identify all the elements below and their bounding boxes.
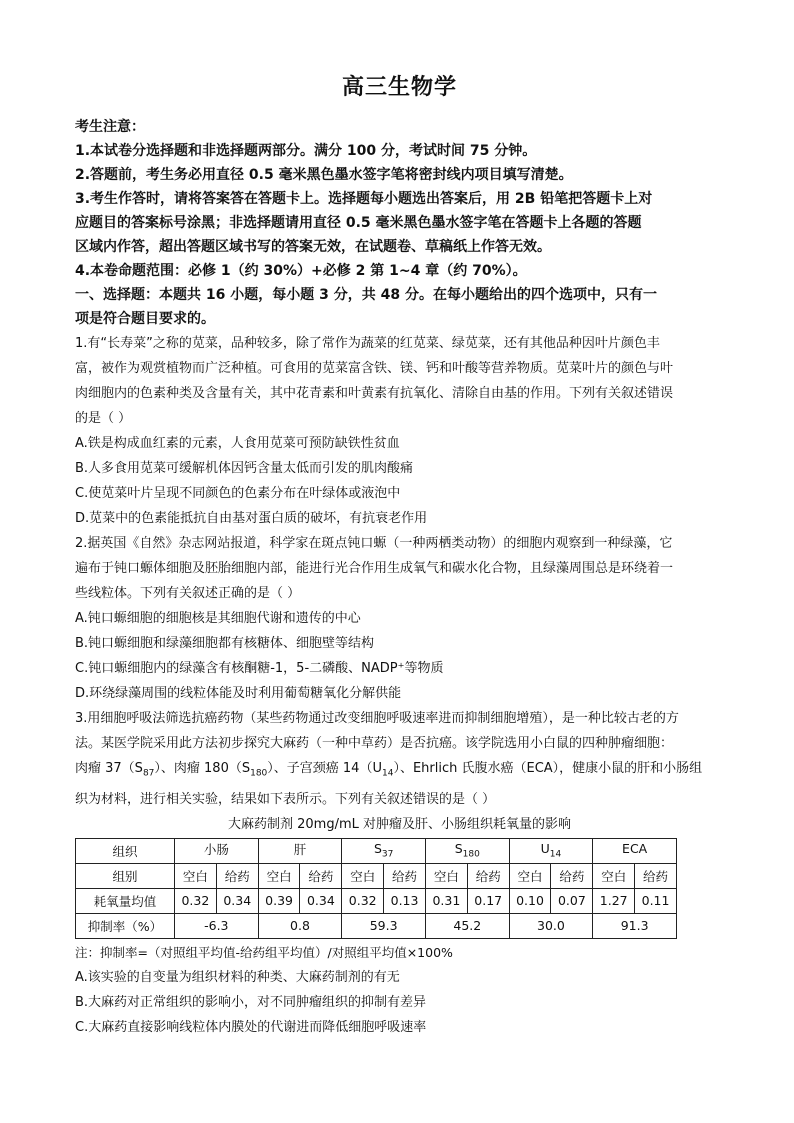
- value-cell: 91.3: [593, 913, 677, 938]
- notice-item: 1.本试卷分选择题和非选择题两部分。满分 100 分，考试时间 75 分钟。: [75, 143, 537, 159]
- notice-item: 4.本卷命题范围：必修 1（约 30%）+必修 2 第 1~4 章（约 70%）。: [75, 263, 527, 279]
- group-cell: 给药: [216, 863, 258, 888]
- value-cell: 0.34: [300, 888, 342, 913]
- question-stem-line: 法。某医学院采用此方法初步探究大麻药（一种中草药）是否抗癌。该学院选用小白鼠的四种肿瘤细胞：: [75, 736, 674, 751]
- question-stem-line: 3.用细胞呼吸法筛选抗癌药物（某些药物通过改变细胞呼吸速率进而抑制细胞增殖），是一种比较古老的方: [75, 711, 679, 726]
- value-cell: 0.10: [509, 888, 551, 913]
- text-span: ）、Ehrlich 氏腹水癌（ECA），健康小鼠的肝和小肠组: [393, 761, 703, 776]
- notice-item: 区域内作答，超出答题区域书写的答案无效，在试题卷、草稿纸上作答无效。: [75, 239, 551, 255]
- value-cell: 0.11: [635, 888, 677, 913]
- question-stem-line: 1.有“长寿菜”之称的苋菜，品种较多，除了常作为蔬菜的红苋菜、绿苋菜，还有其他品种因叶片颜色丰: [75, 336, 660, 351]
- subscript: 87: [142, 768, 155, 779]
- notice-item: 3.考生作答时，请将答案答在答题卡上。选择题每小题选出答案后，用 2B 铅笔把答题卡上对: [75, 191, 653, 207]
- question-stem-line: [75, 756, 724, 787]
- tissue-header: [509, 838, 593, 863]
- value-cell: 0.8: [258, 913, 342, 938]
- value-cell: 0.32: [175, 888, 217, 913]
- section-heading-line: 项是符合题目要求的。: [75, 311, 215, 327]
- group-cell: 给药: [384, 863, 426, 888]
- question-stem-line: 的是（ ）: [75, 411, 132, 426]
- option-d: D.苋菜中的色素能抵抗自由基对蛋白质的破坏，有抗衰老作用: [75, 511, 428, 526]
- subscript: 37: [381, 849, 394, 860]
- value-cell: 0.39: [258, 888, 300, 913]
- text-span: 肉瘤 37（S: [75, 761, 143, 776]
- group-cell: 给药: [467, 863, 509, 888]
- value-cell: 0.32: [342, 888, 384, 913]
- text-span: ）、肉瘤 180（S: [154, 761, 251, 776]
- value-cell: 1.27: [593, 888, 635, 913]
- tissue-header: [258, 838, 342, 863]
- subscript: 180: [462, 849, 480, 860]
- section-heading-line: 一、选择题：本题共 16 小题，每小题 3 分，共 48 分。在每小题给出的四个选项中，只有一: [75, 287, 657, 303]
- tissue-name: U: [540, 841, 550, 857]
- value-cell: 0.17: [467, 888, 509, 913]
- group-cell: 空白: [425, 863, 467, 888]
- value-cell: 0.34: [216, 888, 258, 913]
- row-header: 抑制率（%）: [76, 913, 175, 938]
- question-1: [75, 331, 724, 531]
- value-cell: 0.31: [425, 888, 467, 913]
- notice-item: 应题目的答案标号涂黑；非选择题请用直径 0.5 毫米黑色墨水签字笔在答题卡上各题的答题: [75, 215, 642, 231]
- group-cell: 空白: [509, 863, 551, 888]
- tissue-name: S: [454, 841, 463, 857]
- option-a: A.该实验的自变量为组织材料的种类、大麻药制剂的有无: [75, 969, 400, 985]
- group-cell: 空白: [342, 863, 384, 888]
- tissue-name: 小肠: [203, 842, 229, 858]
- notice-block: [75, 115, 724, 283]
- tissue-header: [593, 838, 677, 863]
- option-c: C.使苋菜叶片呈现不同颜色的色素分布在叶绿体或液泡中: [75, 486, 401, 501]
- group-cell: 给药: [300, 863, 342, 888]
- notice-heading: 考生注意：: [75, 119, 145, 135]
- question-stem-line: 肉细胞内的色素种类及含量有关，其中花青素和叶黄素有抗氧化、清除自由基的作用。下列有关叙述错误: [75, 386, 674, 401]
- row-header: 组织: [76, 838, 175, 863]
- option-b: B.钝口螈细胞和绿藻细胞都有核糖体、细胞壁等结构: [75, 636, 375, 651]
- question-3: [75, 706, 724, 1040]
- option-a: A.铁是构成血红素的元素，人食用苋菜可预防缺铁性贫血: [75, 436, 400, 451]
- group-cell: 给药: [635, 863, 677, 888]
- table-row: [76, 838, 677, 863]
- text-span: ）、子宫颈癌 14（U: [267, 761, 382, 776]
- subscript: 180: [250, 768, 268, 779]
- table-caption: 大麻药制剂 20mg/mL 对肿瘤及肝、小肠组织耗氧量的影响: [227, 816, 571, 832]
- section-heading: [75, 283, 724, 331]
- tissue-name: ECA: [622, 841, 648, 857]
- question-stem-line: 些线粒体。下列有关叙述正确的是（ ）: [75, 586, 301, 601]
- tissue-header: [342, 838, 426, 863]
- page-title: 高三生物学: [341, 74, 457, 100]
- tissue-name: 肝: [293, 842, 307, 858]
- value-cell: 45.2: [425, 913, 509, 938]
- tissue-name: S: [373, 841, 382, 857]
- option-b: B.大麻药对正常组织的影响小，对不同肿瘤组织的抑制有差异: [75, 994, 427, 1010]
- value-cell: 59.3: [342, 913, 426, 938]
- option-c: C.钝口螈细胞内的绿藻含有核酮糖-1，5-二磷酸、NADP⁺等物质: [75, 661, 444, 676]
- notice-item: 2.答题前，考生务必用直径 0.5 毫米黑色墨水签字笔将密封线内项目填写清楚。: [75, 167, 573, 183]
- question-stem-line: 织为材料，进行相关实验，结果如下表所示。下列有关叙述错误的是（ ）: [75, 791, 496, 807]
- option-d: D.环绕绿藻周围的线粒体能及时利用葡萄糖氧化分解供能: [75, 686, 402, 701]
- option-a: A.钝口螈细胞的细胞核是其细胞代谢和遗传的中心: [75, 611, 361, 626]
- value-cell: 30.0: [509, 913, 593, 938]
- table-row: [76, 888, 677, 913]
- table-row: [76, 863, 677, 888]
- group-cell: 空白: [593, 863, 635, 888]
- row-header: 耗氧量均值: [76, 888, 175, 913]
- subscript: 14: [381, 768, 394, 779]
- value-cell: 0.13: [384, 888, 426, 913]
- value-cell: -6.3: [175, 913, 259, 938]
- question-stem-line: 2.据英国《自然》杂志网站报道，科学家在斑点钝口螈（一种两栖类动物）的细胞内观察到一种绿藻，它: [75, 536, 673, 551]
- group-cell: 空白: [175, 863, 217, 888]
- question-stem-line: 遍布于钝口螈体细胞及胚胎细胞内部，能进行光合作用生成氧气和碳水化合物，且绿藻周围总是环绕着一: [75, 561, 674, 576]
- value-cell: 0.07: [551, 888, 593, 913]
- question-stem-line: 富，被作为观赏植物而广泛种植。可食用的苋菜富含铁、镁、钙和叶酸等营养物质。苋菜叶片的颜色与叶: [75, 361, 674, 376]
- option-c: C.大麻药直接影响线粒体内膜处的代谢进而降低细胞呼吸速率: [75, 1019, 427, 1035]
- group-cell: 给药: [551, 863, 593, 888]
- group-cell: 空白: [258, 863, 300, 888]
- tissue-header: [425, 838, 509, 863]
- subscript: 14: [549, 849, 562, 860]
- table-row: [76, 913, 677, 938]
- option-b: B.人多食用苋菜可缓解机体因钙含量太低而引发的肌肉酸痛: [75, 461, 414, 476]
- row-header: 组别: [76, 863, 175, 888]
- table-note: 注：抑制率=（对照组平均值-给药组平均值）/对照组平均值×100%: [75, 944, 453, 960]
- results-table: [75, 838, 677, 939]
- question-2: [75, 531, 724, 706]
- tissue-header: [175, 838, 259, 863]
